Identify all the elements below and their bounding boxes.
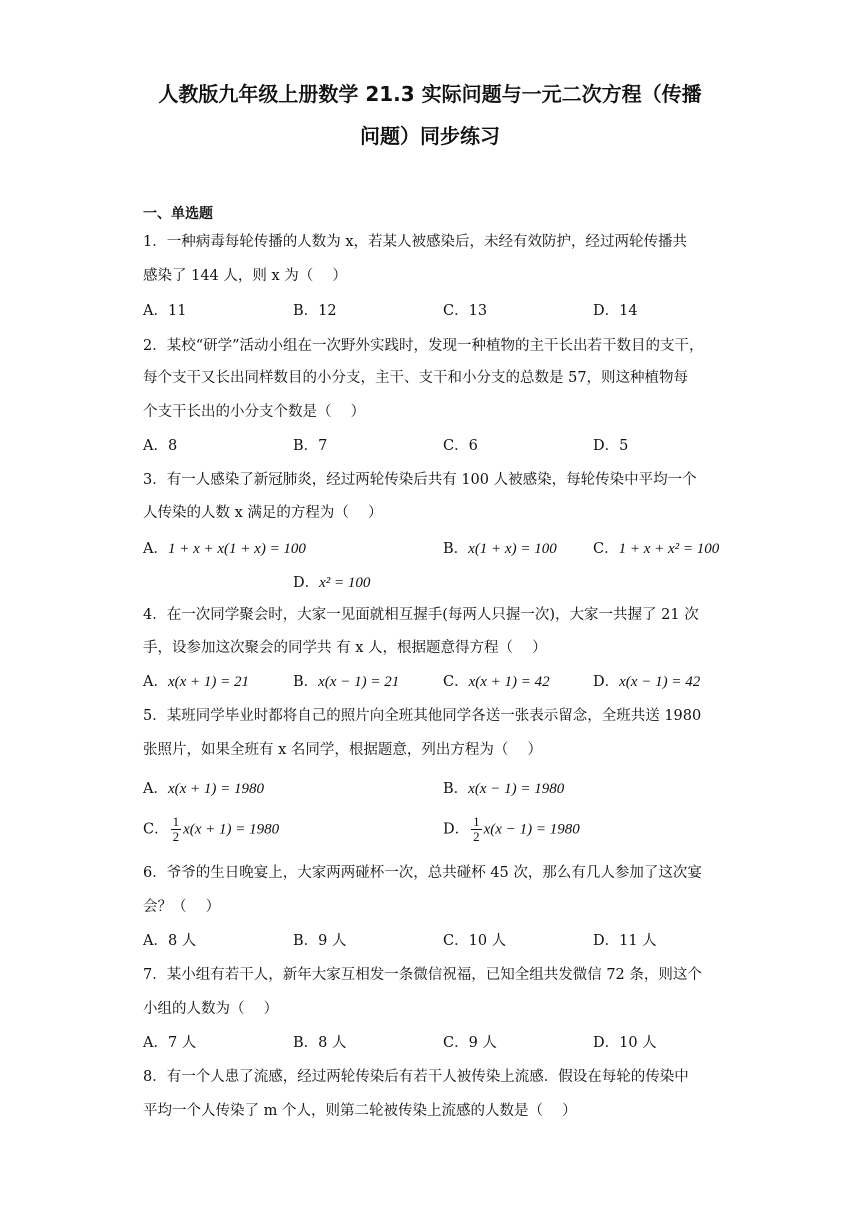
option-letter: A． <box>143 674 168 690</box>
question-6-option-d: D．11 人 <box>593 933 657 949</box>
question-4-option-a <box>143 670 249 691</box>
fraction-denominator: 2 <box>172 829 180 844</box>
question-1-option-a: A．11 <box>143 303 187 319</box>
equation: x(x − 1) = 1980 <box>483 821 580 838</box>
question-5-option-c <box>143 815 279 844</box>
fraction <box>471 815 482 844</box>
option-letter: B． <box>293 674 319 690</box>
question-1-line-1: 1．一种病毒每轮传播的人数为 x，若某人被感染后，未经有效防护，经过两轮传播共 <box>143 234 688 250</box>
question-2-line-3: 个支干长出的小分支个数是（ ） <box>143 404 366 420</box>
question-5-option-a <box>143 777 264 798</box>
question-7-option-b: B．8 人 <box>293 1035 347 1051</box>
question-3-line-1: 3．有一人感染了新冠肺炎，经过两轮传染后共有 100 人被感染，每轮传染中平均一个 <box>143 472 697 488</box>
question-3-option-c <box>593 537 719 558</box>
question-5-line-1: 5．某班同学毕业时都将自己的照片向全班其他同学各送一张表示留念，全班共送 1980 <box>143 708 702 724</box>
option-letter: B． <box>443 781 469 797</box>
equation: x(x − 1) = 1980 <box>468 781 565 797</box>
equation: x(x + 1) = 21 <box>167 674 250 690</box>
equation: 1 + x + x(1 + x) = 100 <box>167 541 306 557</box>
option-letter: D． <box>443 821 470 838</box>
equation: 1 + x + x² = 100 <box>618 541 720 557</box>
question-1-option-c: C．13 <box>443 303 488 319</box>
option-letter: C． <box>443 674 469 690</box>
question-2-line-2: 每个支干又长出同样数目的小分支，主干、支干和小分支的总数是 57，则这种植物每 <box>143 370 689 386</box>
question-3-option-a <box>143 537 306 558</box>
fraction-denominator: 2 <box>473 829 480 844</box>
question-4-option-d <box>593 670 700 691</box>
option-letter: C． <box>143 821 169 838</box>
question-4-option-c <box>443 670 550 691</box>
page-title: 人教版九年级上册数学 21.3 实际问题与一元二次方程（传播 <box>158 82 702 106</box>
question-7-option-a: A．7 人 <box>143 1035 197 1051</box>
equation: x(x − 1) = 42 <box>619 674 701 690</box>
fraction-numerator: 1 <box>473 814 480 829</box>
question-4-line-1: 4．在一次同学聚会时，大家一见面就相互握手(每两人只握一次)，大家一共握了 21 次 <box>143 607 699 623</box>
question-4-line-2: 手，设参加这次聚会的同学共 有 x 人，根据题意得方程（ ） <box>143 640 547 656</box>
option-letter: C． <box>593 541 619 557</box>
question-3-option-b <box>443 537 557 558</box>
question-8-line-2: 平均一个人传染了 m 个人，则第二轮被传染上流感的人数是（ ） <box>143 1103 577 1119</box>
question-7-line-2: 小组的人数为（ ） <box>143 1001 279 1017</box>
question-5-line-2: 张照片，如果全班有 x 名同学，根据题意，列出方程为（ ） <box>143 742 543 758</box>
equation: x(x + 1) = 1980 <box>167 781 265 797</box>
equation: x(x + 1) = 42 <box>468 674 550 690</box>
question-6-option-c: C．10 人 <box>443 933 507 949</box>
equation: x² = 100 <box>319 575 371 591</box>
section-heading: 一、单选题 <box>143 206 213 222</box>
question-2-option-a: A．8 <box>143 438 178 454</box>
question-8-line-1: 8．有一个人患了流感，经过两轮传染后有若干人被传染上流感．假设在每轮的传染中 <box>143 1069 689 1085</box>
option-letter: B． <box>443 541 469 557</box>
fraction <box>171 815 182 844</box>
fraction-numerator: 1 <box>172 814 180 829</box>
question-6-line-2: 会？（ ） <box>143 899 221 915</box>
option-letter: D． <box>293 575 320 591</box>
equation: x(x − 1) = 21 <box>318 674 400 690</box>
question-7-line-1: 7．某小组有若干人，新年大家互相发一条微信祝福，已知全组共发微信 72 条，则这个 <box>143 967 702 983</box>
question-2-line-1: 2．某校“研学”活动小组在一次野外实践时，发现一种植物的主干长出若干数目的支干， <box>143 338 704 354</box>
question-5-option-d <box>443 815 580 844</box>
question-6-line-1: 6．爷爷的生日晚宴上，大家两两碰杯一次，总共碰杯 45 次，那么有几人参加了这次宴 <box>143 865 702 881</box>
question-5-option-b <box>443 777 564 798</box>
question-3-line-2: 人传染的人数 x 满足的方程为（ ） <box>143 505 383 521</box>
equation: x(x + 1) = 1980 <box>183 821 280 838</box>
option-letter: A． <box>143 781 168 797</box>
question-2-option-d: D．5 <box>593 438 629 454</box>
option-letter: A． <box>143 541 168 557</box>
equation: x(1 + x) = 100 <box>468 541 557 557</box>
question-3-option-d <box>293 571 370 592</box>
option-letter: D． <box>593 674 620 690</box>
question-6-option-b: B．9 人 <box>293 933 347 949</box>
question-2-option-c: C．6 <box>443 438 478 454</box>
question-7-option-d: D．10 人 <box>593 1035 657 1051</box>
question-4-option-b <box>293 670 399 691</box>
question-1-option-b: B．12 <box>293 303 337 319</box>
question-7-option-c: C．9 人 <box>443 1035 497 1051</box>
question-2-option-b: B．7 <box>293 438 328 454</box>
question-1-line-2: 感染了 144 人，则 x 为（ ） <box>143 268 347 284</box>
page-title-line2: 问题）同步练习 <box>360 124 500 148</box>
question-6-option-a: A．8 人 <box>143 933 197 949</box>
question-1-option-d: D．14 <box>593 303 638 319</box>
